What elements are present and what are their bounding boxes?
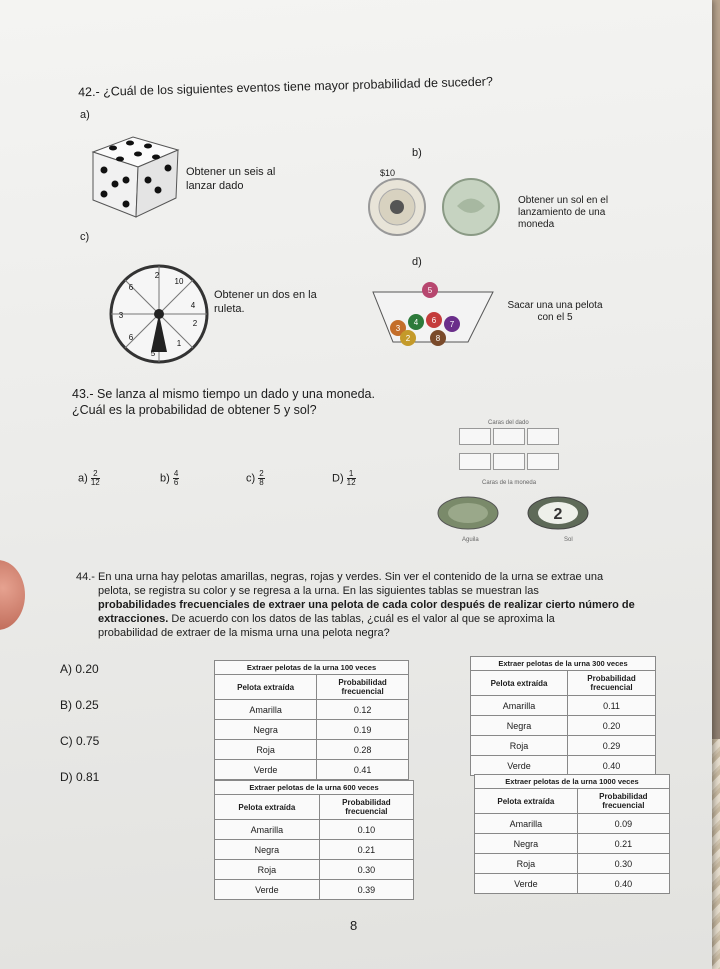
ball-label: 2 [405, 334, 411, 343]
table-row: Roja 0.28 [215, 740, 409, 760]
q42-option-b-text: Obtener un sol en el lanzamiento de una moneda [518, 195, 609, 230]
table-row: Roja 0.29 [471, 736, 656, 756]
table-row: Amarilla 0.09 [475, 814, 670, 834]
wheel-number: 6 [128, 283, 134, 292]
table-600 [214, 780, 414, 900]
table-row: Negra 0.21 [215, 840, 414, 860]
q42-option-d-label: d) [412, 256, 422, 268]
q43-option-d-label: D) [332, 472, 344, 485]
q42-option-c-text: Obtener un dos en la ruleta. [214, 289, 317, 315]
table-row: Negra 0.19 [215, 720, 409, 740]
fraction: $\frac{1}{12}$ [346, 469, 356, 487]
q42-option-d-text: Sacar una una pelota con el 5 [507, 300, 603, 323]
wheel-number: 2 [154, 271, 160, 280]
roulette-image [107, 262, 212, 367]
q43-option-a-label: a) [78, 472, 88, 485]
dice-faces-grid [458, 428, 568, 475]
coin-faces-image [436, 494, 596, 532]
coins-image [365, 176, 505, 238]
ball-label: 3 [395, 324, 401, 333]
wheel-number: 2 [192, 319, 198, 328]
table-caption: Extraer pelotas de la urna 100 veces [214, 660, 409, 674]
table-row: Verde 0.40 [471, 756, 656, 776]
col-header-ball: Pelota extraída [475, 789, 578, 814]
coin-faces-caption: Caras de la moneda [482, 480, 537, 486]
q44-line: extracciones. De acuerdo con los datos de las tablas, ¿cuál es el valor al que se aproxima la [98, 613, 555, 625]
dice-faces-caption: Caras del dado [488, 420, 529, 426]
table-300 [470, 656, 656, 776]
die-face [459, 428, 491, 445]
dice-image [88, 132, 183, 220]
table-row: Verde 0.40 [475, 874, 670, 894]
table-row: Verde 0.39 [215, 880, 414, 900]
fraction: $\frac{2}{12}$ [90, 469, 100, 487]
q43-option-c-label: c) [246, 472, 256, 485]
ball-label: 7 [449, 320, 455, 329]
ball-label: 6 [431, 316, 437, 325]
col-header-prob: Probabilidad frecuencial [317, 675, 409, 700]
die-face [493, 428, 525, 445]
fraction: $\frac{2}{8}$ [259, 469, 264, 487]
coin-label-aguila: Aguila [462, 537, 479, 543]
q43-option-a[interactable] [78, 470, 100, 487]
q42-option-a-text: Obtener un seis al lanzar dado [186, 166, 276, 192]
coin-value: $10 [380, 168, 396, 178]
table-row: Amarilla 0.12 [215, 700, 409, 720]
table-100 [214, 660, 409, 780]
q44-line: 44.- En una urna hay pelotas amarillas, negras, rojas y verdes. Sin ver el contenido de la urna se extrae una [76, 571, 604, 583]
q43-option-d[interactable] [332, 470, 356, 487]
urn-balls-image [368, 280, 498, 350]
q44-answer-b[interactable]: B) 0.25 [60, 698, 99, 712]
q44-answer-d[interactable]: D) 0.81 [60, 770, 100, 784]
q44-answer-a[interactable]: A) 0.20 [60, 662, 99, 676]
ball-label: 4 [413, 318, 419, 327]
wheel-number: 5 [150, 349, 156, 358]
q43-option-b[interactable] [160, 470, 179, 487]
coin-label-sol: Sol [564, 537, 573, 543]
q42-title: 42.- ¿Cuál de los siguientes eventos tiene mayor probabilidad de suceder? [77, 74, 493, 100]
die-face [493, 453, 525, 470]
q44-line: pelota, se registra su color y se regresa a la urna. En las siguientes tablas se muestran las [98, 585, 539, 597]
col-header-prob: Probabilidad frecuencial [568, 671, 656, 696]
die-face [527, 428, 559, 445]
col-header-ball: Pelota extraída [215, 675, 317, 700]
wheel-number: 3 [118, 311, 124, 320]
q43-option-b-label: b) [160, 472, 170, 485]
wheel-number: 10 [174, 277, 184, 286]
q44-answer-c[interactable]: C) 0.75 [60, 734, 100, 748]
q44-line: probabilidad de extraer de la misma urna una pelota negra? [98, 627, 390, 639]
table-row: Negra 0.20 [471, 716, 656, 736]
col-header-prob: Probabilidad frecuencial [577, 789, 669, 814]
die-face [527, 453, 559, 470]
q42-option-b-label: b) [412, 147, 422, 159]
table-row: Roja 0.30 [215, 860, 414, 880]
coin-face-value: 2 [553, 506, 563, 523]
q42-option-a-label: a) [80, 109, 90, 121]
die-face [459, 453, 491, 470]
q44-question [76, 570, 676, 640]
col-header-prob: Probabilidad frecuencial [319, 795, 413, 820]
wheel-number: 4 [190, 301, 196, 310]
col-header-ball: Pelota extraída [215, 795, 320, 820]
q42-option-c-label: c) [80, 231, 90, 243]
table-row: Amarilla 0.10 [215, 820, 414, 840]
table-row: Negra 0.21 [475, 834, 670, 854]
table-row: Amarilla 0.11 [471, 696, 656, 716]
table-row: Verde 0.41 [215, 760, 409, 780]
table-1000 [474, 774, 670, 894]
ball-label: 5 [427, 286, 433, 295]
table-row: Roja 0.30 [475, 854, 670, 874]
wheel-number: 6 [128, 333, 134, 342]
q44-line: probabilidades frecuenciales de extraer una pelota de cada color después de realizar cierto número de [98, 599, 635, 611]
q43-title: 43.- Se lanza al mismo tiempo un dado y una moneda. ¿Cuál es la probabilidad de obtener 5 y sol? [72, 387, 375, 417]
table-caption: Extraer pelotas de la urna 300 veces [470, 656, 656, 670]
page-number: 8 [350, 918, 358, 933]
fraction: $\frac{4}{6}$ [173, 469, 179, 487]
q43-option-c[interactable] [246, 470, 265, 487]
table-caption: Extraer pelotas de la urna 600 veces [214, 780, 414, 794]
ball-label: 8 [435, 334, 441, 343]
wheel-number: 1 [176, 339, 182, 348]
col-header-ball: Pelota extraída [471, 671, 568, 696]
table-caption: Extraer pelotas de la urna 1000 veces [474, 774, 670, 788]
